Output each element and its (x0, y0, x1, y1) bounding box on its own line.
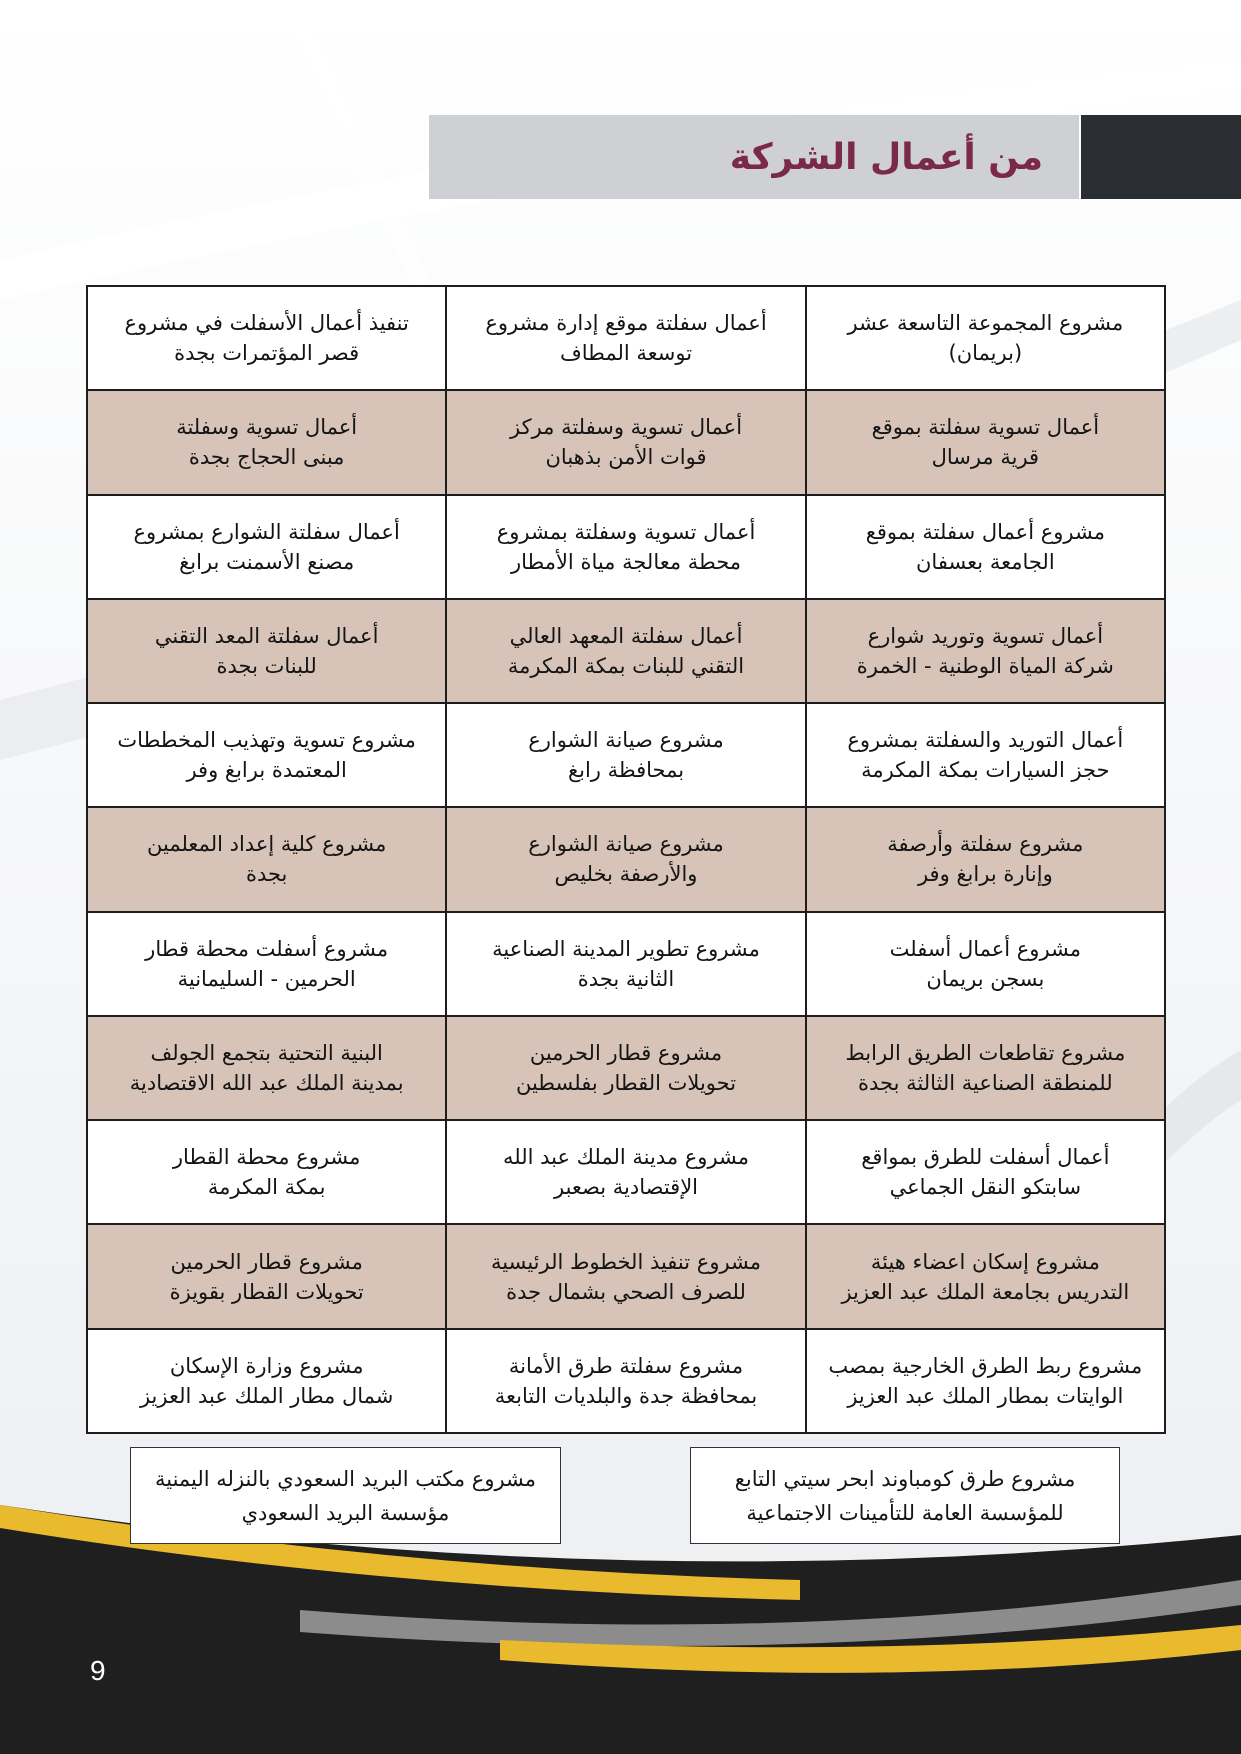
table-cell (446, 1016, 805, 1120)
cell-text-line: بمكة المكرمة (207, 1175, 326, 1200)
table-cell (446, 286, 805, 390)
cell-text-line: الجامعة بعسفان (916, 549, 1055, 574)
extra-project-line: مشروع مكتب البريد السعودي بالنزله اليمنية (154, 1466, 537, 1491)
table-row (87, 807, 1165, 911)
cell-text-line: توسعة المطاف (559, 341, 693, 366)
cell-text-line: أعمال التوريد والسفلتة بمشروع (847, 728, 1124, 753)
cell-text-line: التقني للبنات بمكة المكرمة (507, 653, 745, 678)
cell-text-line: التدريس بجامعة الملك عبد العزيز (841, 1279, 1130, 1304)
table-row (87, 1329, 1165, 1433)
table-cell (806, 807, 1165, 911)
table-cell (87, 1224, 446, 1328)
page-number: 9 (90, 1655, 106, 1686)
cell-text-line: بجدة (245, 862, 288, 887)
table-cell (806, 286, 1165, 390)
cell-text-line: للمنطقة الصناعية الثالثة بجدة (858, 1070, 1113, 1095)
cell-text-line: محطة معالجة مياة الأمطار (510, 549, 742, 574)
cell-text-line: للبنات بجدة (216, 653, 317, 678)
cell-text-line: مشروع تطوير المدينة الصناعية (492, 936, 760, 961)
projects-table-body (87, 286, 1165, 1433)
page-title: من أعمال الشركة (729, 136, 1043, 178)
cell-text-line: أعمال سفلتة المعهد العالي (509, 623, 743, 648)
table-cell (87, 912, 446, 1016)
table-cell (446, 1329, 805, 1433)
cell-text-line: سابتكو النقل الجماعي (889, 1175, 1082, 1200)
table-row (87, 495, 1165, 599)
extra-project-line: للمؤسسة العامة للتأمينات الاجتماعية (746, 1500, 1064, 1525)
cell-text-line: أعمال تسوية وسفلتة (176, 415, 358, 440)
table-cell (87, 390, 446, 494)
table-cell (87, 1120, 446, 1224)
cell-text-line: مشروع سفلتة وأرصفة (887, 832, 1084, 857)
cell-text-line: أعمال سفلتة موقع إدارة مشروع (485, 311, 767, 336)
table-cell (446, 1120, 805, 1224)
table-cell (806, 912, 1165, 1016)
cell-text-line: مبنى الحجاج بجدة (188, 445, 345, 470)
header-bar (429, 115, 1079, 199)
extra-project-line: مشروع طرق كومباوند ابحر سيتي التابع (734, 1466, 1076, 1491)
table-cell (446, 599, 805, 703)
table-cell (806, 599, 1165, 703)
table-cell (87, 807, 446, 911)
extra-project-line: مؤسسة البريد السعودي (241, 1500, 450, 1525)
table-row (87, 1120, 1165, 1224)
table-cell (446, 703, 805, 807)
cell-text-line: مشروع محطة القطار (172, 1145, 361, 1170)
cell-text-line: الحرمين - السليمانية (177, 966, 356, 991)
table-cell (446, 912, 805, 1016)
cell-text-line: مشروع أعمال أسفلت (889, 936, 1082, 961)
cell-text-line: مشروع صيانة الشوارع (528, 832, 724, 857)
cell-text-line: أعمال تسوية وسفلتة بمشروع (496, 519, 756, 544)
table-cell (806, 1329, 1165, 1433)
table-cell (87, 1016, 446, 1120)
cell-text-line: مشروع إسكان اعضاء هيئة (870, 1249, 1100, 1274)
cell-text-line: بمدينة الملك عبد الله الاقتصادية (129, 1070, 404, 1095)
cell-text-line: تحويلات القطار بقويزة (169, 1279, 364, 1304)
cell-text-line: مشروع وزارة الإسكان (169, 1353, 364, 1378)
table-row (87, 1224, 1165, 1328)
cell-text-line: مشروع تنفيذ الخطوط الرئيسية (490, 1249, 762, 1274)
table-cell (806, 1224, 1165, 1328)
projects-table (86, 285, 1166, 1434)
cell-text-line: مصنع الأسمنت برابغ (179, 549, 355, 574)
cell-text-line: الوايتات بمطار الملك عبد العزيز (847, 1383, 1124, 1408)
table-cell (446, 390, 805, 494)
cell-text-line: قوات الأمن بذهبان (545, 445, 707, 470)
cell-text-line: بمحافظة رابغ (567, 758, 685, 783)
table-row (87, 703, 1165, 807)
cell-text-line: الثانية بجدة (577, 966, 675, 991)
cell-text-line: (بريمان) (948, 341, 1023, 366)
cell-text-line: مشروع قطار الحرمين (170, 1249, 363, 1274)
table-cell (806, 390, 1165, 494)
table-cell (87, 599, 446, 703)
cell-text-line: مشروع قطار الحرمين (529, 1040, 723, 1065)
table-cell (87, 495, 446, 599)
table-cell (87, 703, 446, 807)
cell-text-line: تنفيذ أعمال الأسفلت في مشروع (124, 311, 409, 336)
table-row (87, 912, 1165, 1016)
cell-text-line: قرية مرسال (931, 445, 1040, 470)
cell-text-line: مشروع صيانة الشوارع (528, 728, 724, 753)
cell-text-line: تحويلات القطار بفلسطين (515, 1070, 737, 1095)
cell-text-line: مشروع أعمال سفلتة بموقع (865, 519, 1105, 544)
cell-text-line: قصر المؤتمرات بجدة (174, 341, 360, 366)
table-row (87, 599, 1165, 703)
cell-text-line: للصرف الصحي بشمال جدة (506, 1279, 746, 1304)
cell-text-line: مشروع سفلتة طرق الأمانة (508, 1353, 744, 1378)
cell-text-line: الإقتصادية بصعبر (553, 1175, 699, 1200)
table-cell (806, 1016, 1165, 1120)
table-row (87, 390, 1165, 494)
cell-text-line: بمحافظة جدة والبلديات التابعة (494, 1383, 758, 1408)
cell-text-line: أعمال تسوية وسفلتة مركز (509, 415, 743, 440)
cell-text-line: مشروع تسوية وتهذيب المخططات (117, 728, 416, 753)
cell-text-line: المعتمدة برابغ وفر (186, 758, 347, 783)
cell-text-line: أعمال تسوية وتوريد شوارع (867, 623, 1104, 648)
cell-text-line: أعمال سفلتة المعد التقني (154, 623, 379, 648)
cell-text-line: حجز السيارات بمكة المكرمة (861, 758, 1110, 783)
table-cell (446, 495, 805, 599)
table-cell (806, 495, 1165, 599)
table-cell (806, 703, 1165, 807)
cell-text-line: أعمال تسوية سفلتة بموقع (871, 415, 1100, 440)
cell-text-line: شمال مطار الملك عبد العزيز (139, 1383, 394, 1408)
cell-text-line: بسجن بريمان (926, 966, 1045, 991)
header-accent-block (1081, 115, 1241, 199)
cell-text-line: أعمال أسفلت للطرق بمواقع (861, 1145, 1110, 1170)
cell-text-line: البنية التحتية بتجمع الجولف (150, 1040, 383, 1065)
table-row (87, 1016, 1165, 1120)
extra-project-box-1 (690, 1447, 1120, 1544)
table-cell (446, 807, 805, 911)
table-cell (87, 286, 446, 390)
cell-text-line: وإنارة برابغ وفر (917, 862, 1053, 887)
cell-text-line: مشروع كلية إعداد المعلمين (147, 832, 387, 857)
cell-text-line: والأرصفة بخليص (554, 862, 698, 887)
cell-text-line: مشروع أسفلت محطة قطار (145, 936, 389, 961)
table-cell (446, 1224, 805, 1328)
cell-text-line: أعمال سفلتة الشوارع بمشروع (133, 519, 400, 544)
table-row (87, 286, 1165, 390)
cell-text-line: مشروع تقاطعات الطريق الرابط (845, 1040, 1126, 1065)
table-cell (87, 1329, 446, 1433)
cell-text-line: مشروع مدينة الملك عبد الله (503, 1145, 750, 1170)
cell-text-line: مشروع المجموعة التاسعة عشر (847, 311, 1124, 336)
extra-project-box-2 (130, 1447, 561, 1544)
cell-text-line: مشروع ربط الطرق الخارجية بمصب (828, 1353, 1143, 1378)
cell-text-line: شركة المياة الوطنية - الخمرة (856, 653, 1114, 678)
table-cell (806, 1120, 1165, 1224)
